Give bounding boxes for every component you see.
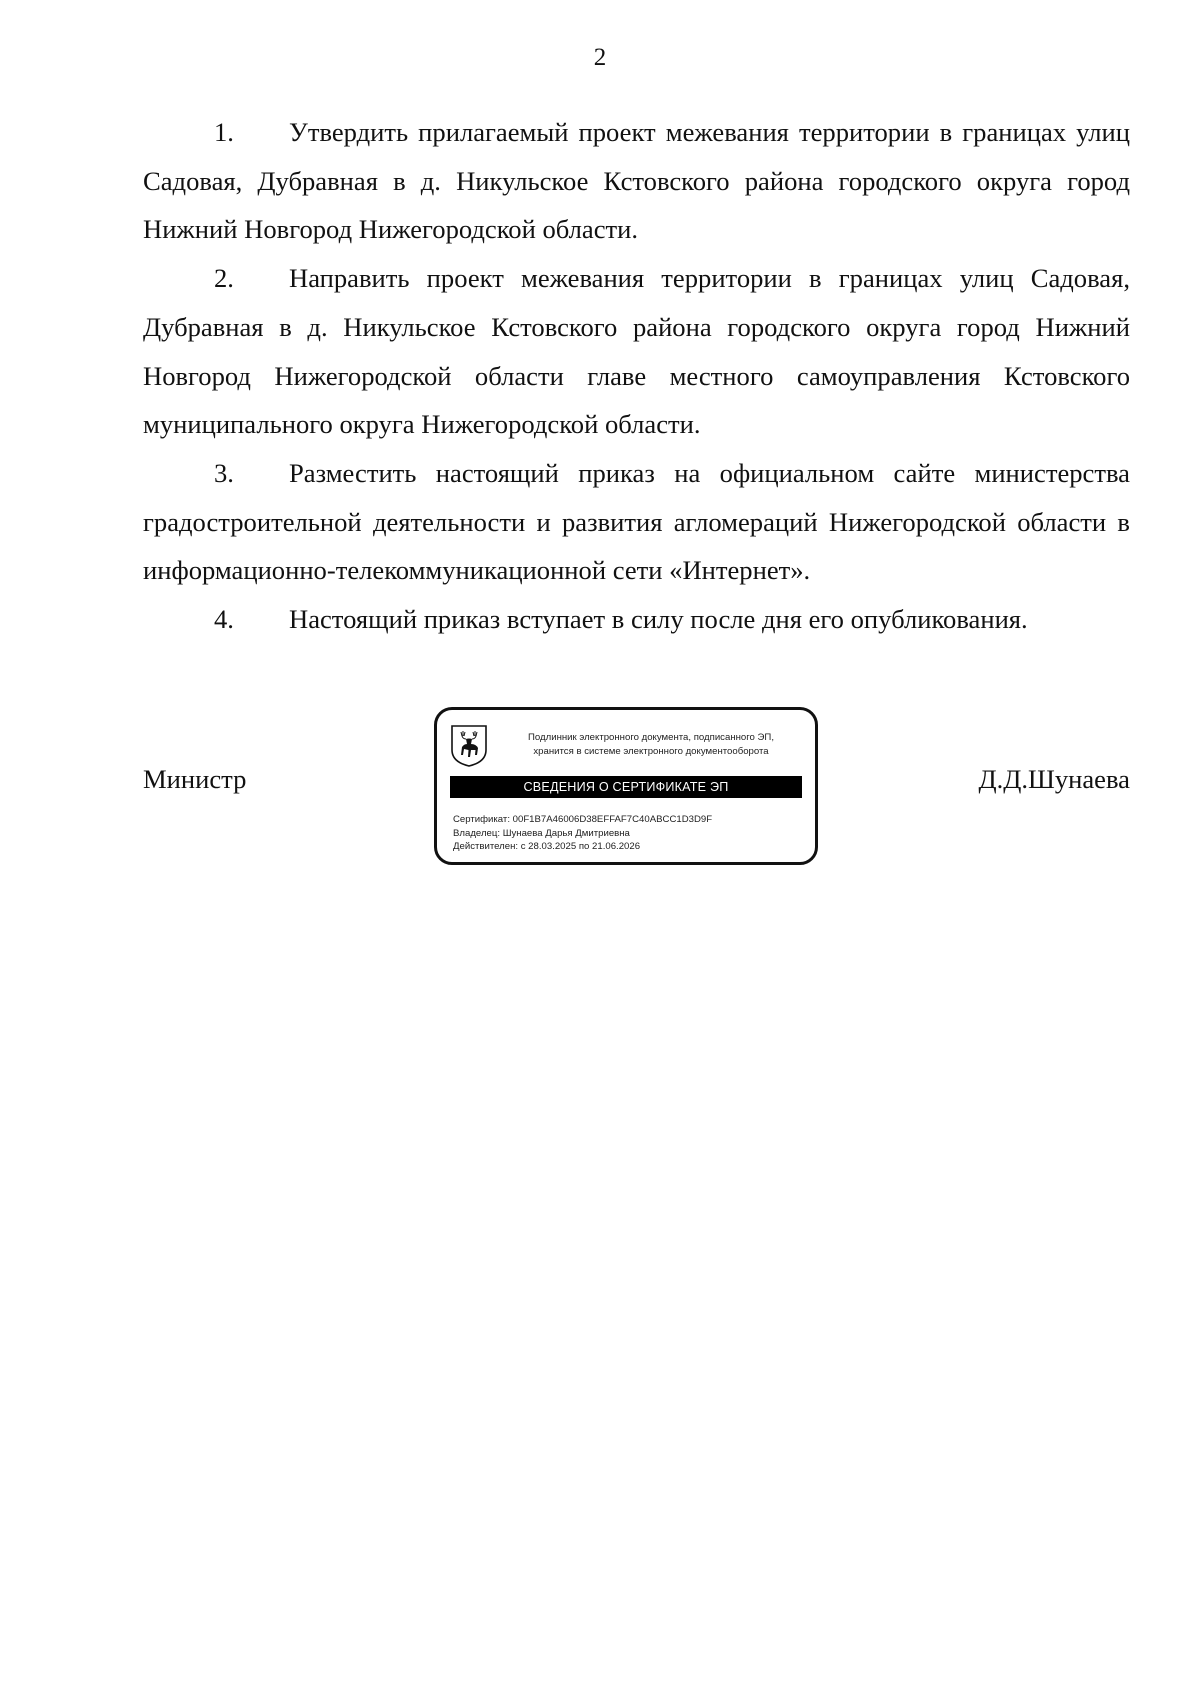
stamp-header-line: хранится в системе электронного документооборота [533, 746, 769, 757]
item-number: 2. [214, 263, 234, 294]
item-text: Настоящий приказ вступает в силу после дня его опубликования. [289, 604, 1028, 635]
page-number: 2 [593, 44, 607, 71]
certificate-band: СВЕДЕНИЯ О СЕРТИФИКАТЕ ЭП [450, 776, 802, 798]
item-number: 1. [214, 117, 234, 147]
signature-title: Министр [143, 764, 247, 794]
deer-emblem-icon [450, 724, 488, 768]
document-body [143, 108, 1130, 644]
stamp-header [499, 731, 803, 759]
electronic-signature-stamp [434, 707, 818, 865]
certificate-owner: Владелец: Шунаева Дарья Дмитриевна [453, 827, 630, 839]
item-text: Разместить настоящий приказ на официальном сайте министерства градостроительной деятельности и развития агломераций Нижегородской области в информационно-телекоммуникационной сети «Интернет». [143, 457, 1130, 586]
item-text: Утвердить прилагаемый проект межевания территории в границах улиц Садовая, Дубравная в д. Никульское Кстовского района городского округа город Нижний Новгород Нижегородской области. [143, 117, 1130, 245]
signature-name: Д.Д.Шунаева [978, 764, 1130, 794]
certificate-number: Сертификат: 00F1B7A46006D38EFFAF7C40ABCC1D3D9F [453, 814, 713, 825]
certificate-validity: Действителен: с 28.03.2025 по 21.06.2026 [453, 841, 641, 852]
list-item [143, 595, 1130, 644]
certificate-details [453, 813, 803, 854]
list-item [143, 449, 1130, 595]
list-item [143, 254, 1130, 449]
stamp-header-line: Подлинник электронного документа, подписанного ЭП, [528, 732, 774, 743]
item-text: Направить проект межевания территории в границах улиц Садовая, Дубравная в д. Никульское Кстовского района городского округа город Нижний Новгород Нижегородской области главе местного самоуправления Кстовского муниципального округа Нижегородской области. [143, 263, 1130, 440]
item-number: 3. [214, 457, 234, 488]
list-item [143, 108, 1130, 254]
item-number: 4. [214, 604, 234, 635]
